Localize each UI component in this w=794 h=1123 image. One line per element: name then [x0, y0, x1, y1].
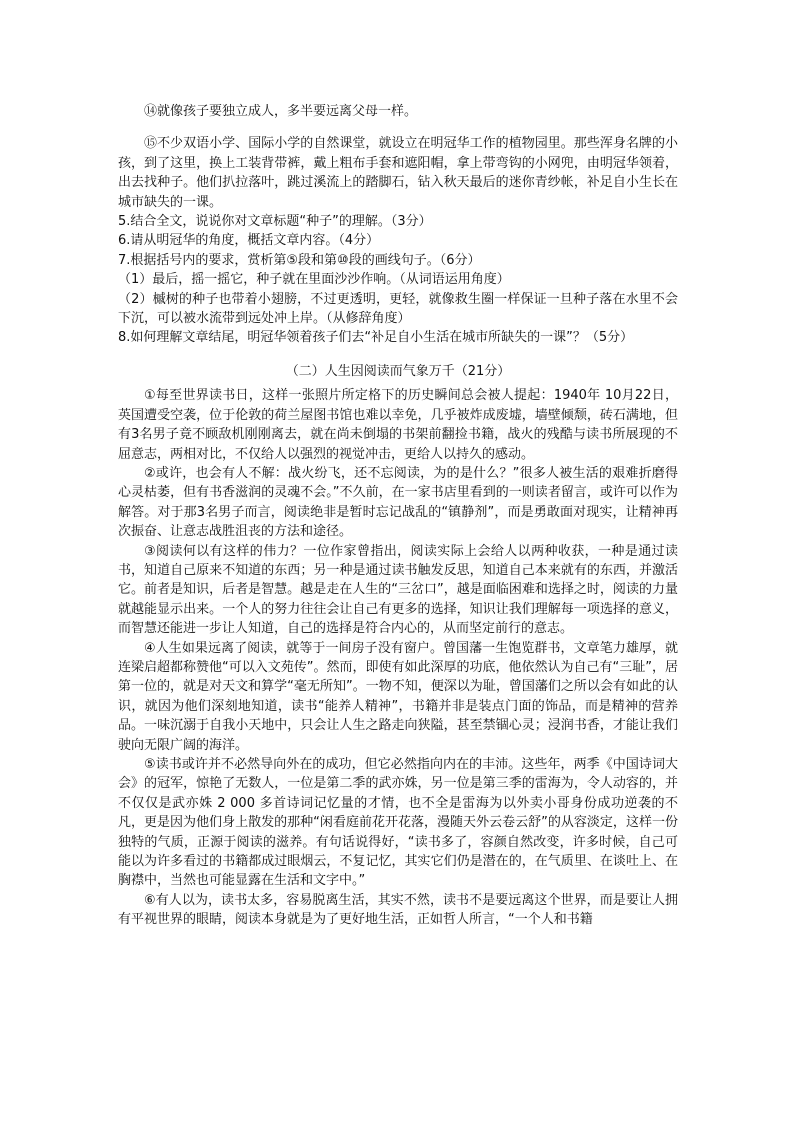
question-7-part-1: （1）最后，摇一摇它，种子就在里面沙沙作响。（从词语运用角度） — [118, 272, 510, 288]
question-8: 8.如何理解文章结尾，明冠华领着孩子们去“补足自小生活在城市所缺失的一课”？（5分） — [118, 330, 634, 346]
article-paragraph-4: ④人生如果远离了阅读，就等于一间房子没有窗户。曾国藩一生饱览群书，文章笔力雄厚，就连梁启超都称赞他“可以入文苑传”。然而，即使有如此深厚的功底，他依然认为自己有“三耻”，居第一位的，就是对天文和算学“毫无所知”。一物不知，便深以为耻，曾国藩们之所以会有如此的认识，就因为他们深刻地知道，读书“能养人精神”，书籍并非是装点门面的饰品，而是精神的营养品。一味沉溺于自我小天地中，只会让人生之路走向狭隘，甚至禁锢心灵；浸润书香，才能让我们驶向无限广阔的海洋。 — [118, 640, 678, 753]
section-title: （二）人生因阅读而气象万千（21分） — [285, 363, 511, 379]
document-page — [118, 102, 678, 930]
article-paragraph-3: ③阅读何以有这样的伟力？一位作家曾指出，阅读实际上会给人以两种收获，一种是通过读书，知道自己原来不知道的东西；另一种是通过读书触发反思，知道自己本来就有的东西，并激活它。前者是知识，后者是智慧。越是走在人生的“三岔口”，越是面临困难和选择之时，阅读的力量就越能显示出来。一个人的努力往往会让自己有更多的选择，知识让我们理解每一项选择的意义，而智慧还能进一步让人知道，自己的选择是符合内心的，从而坚定前行的意志。 — [118, 543, 678, 637]
question-5: 5.结合全文，说说你对文章标题“种子”的理解。（3分） — [118, 214, 432, 230]
question-7: 7.根据括号内的要求，赏析第⑤段和第⑩段的画线句子。（6分） — [118, 252, 481, 268]
paragraph-15: ⑮不少双语小学、国际小学的自然课堂，就设立在明冠华工作的植物园里。那些浑身名牌的小孩，到了这里，换上工装背带裤，戴上粗布手套和遮阳帽，拿上带弯钩的小网兜，由明冠华领着，出去找种子。他们扒拉落叶，跳过溪流上的踏脚石，钻入秋天最后的迷你青纱帐，补足自小生长在城市缺失的一课。 — [118, 136, 678, 210]
question-6: 6.请从明冠华的角度，概括文章内容。（4分） — [118, 233, 380, 249]
paragraph-14: ⑭就像孩子要独立成人，多半要远离父母一样。 — [144, 104, 418, 119]
question-7-part-2: （2）槭树的种子也带着小翅膀，不过更透明，更轻，就像救生圈一样保证一旦种子落在水里不会下沉，可以被水流带到远处冲上岸。（从修辞角度） — [118, 291, 678, 327]
article-paragraph-5: ⑤读书或许并不必然导向外在的成功，但它必然指向内在的丰沛。这些年，两季《中国诗词大会》的冠军，惊艳了无数人，一位是第二季的武亦姝，另一位是第三季的雷海为，令人动容的，并不仅仅是武亦姝 2 000 多首诗词记忆量的才情，也不全是雷海为以外卖小哥身份成功逆袭的不凡，更是因为他们身上散发的那种“闲看庭前花开花落，漫随天外云卷云舒”的从容淡定，这样一份独特的气质，正源于阅读的滋养。有句话说得好，“读书多了，容颜自然改变，许多时候，自己可能以为许多看过的书籍都成过眼烟云，不复记忆，其实它们仍是潜在的，在气质里、在谈吐上、在胸襟中，当然也可能显露在生活和文字中。” — [118, 757, 678, 889]
article-paragraph-6: ⑥有人以为，读书太多，容易脱离生活，其实不然，读书不是要远离这个世界，而是要让人拥有平视世界的眼睛，阅读本身就是为了更好地生活，正如哲人所言，“一个人和书籍 — [118, 892, 678, 928]
article-paragraph-1: ①每至世界读书日，这样一张照片所定格下的历史瞬间总会被人提起：1940年 10月22日，英国遭受空袭，位于伦敦的荷兰屋图书馆也难以幸免，几乎被炸成废墟，墙壁倾颓，砖石满地，但有3名男子竟不顾敌机刚刚离去，就在尚未倒塌的书架前翻捡书籍，战火的残酷与读书所展现的不屈意志，两相对比，不仅给人以强烈的视觉冲击，更给人以持久的感动。 — [118, 388, 678, 462]
article-paragraph-2: ②或许，也会有人不解：战火纷飞，还不忘阅读，为的是什么？”很多人被生活的艰难折磨得心灵枯萎，但有书香滋润的灵魂不会。”不久前，在一家书店里看到的一则读者留言，或许可以作为解答。对于那3名男子而言，阅读绝非是暂时忘记战乱的“镇静剂”，而是勇敢面对现实，让精神再次振奋、让意志战胜沮丧的方法和途径。 — [118, 465, 678, 540]
